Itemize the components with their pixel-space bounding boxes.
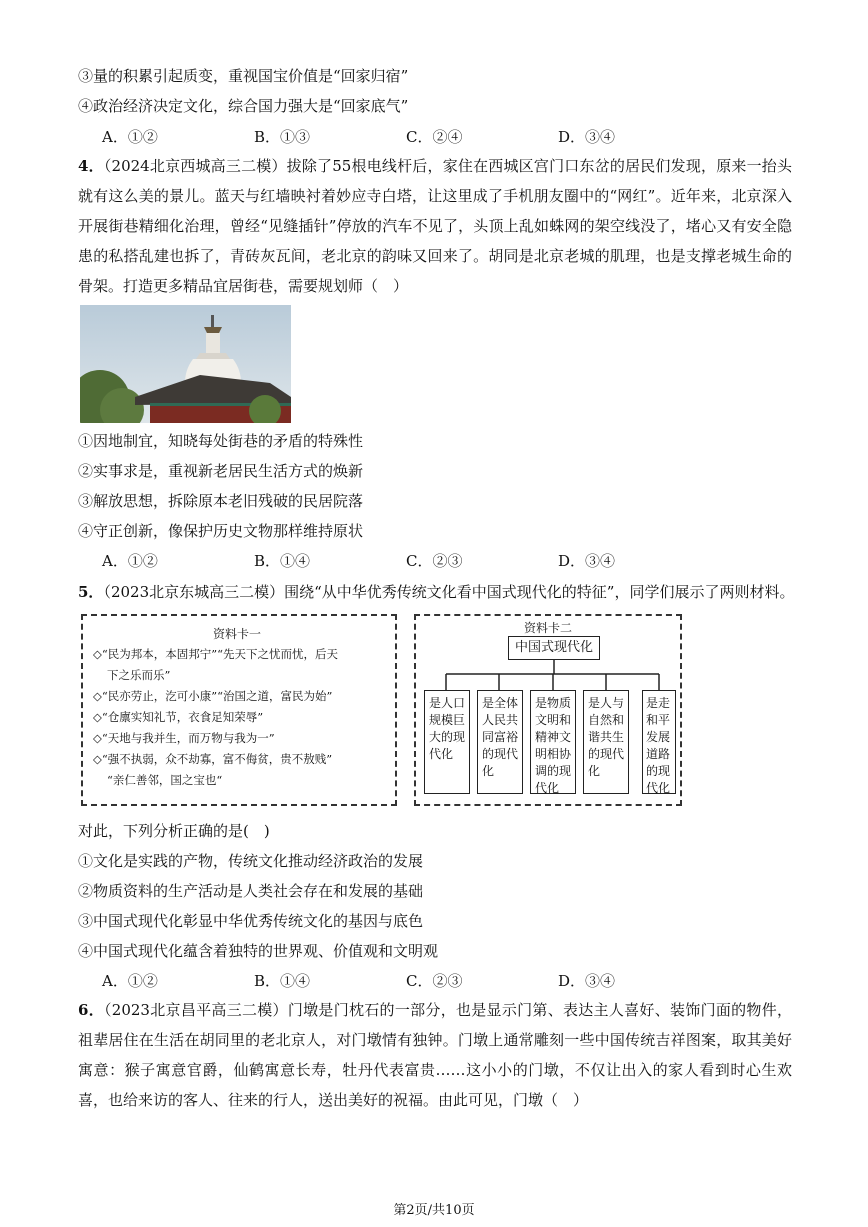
diagram-branch-box bbox=[530, 690, 576, 794]
option-a: A．①② bbox=[102, 972, 158, 990]
question-text: （2023北京昌平高三二模）门墩是门枕石的一部分，也是显示门第、表达主人喜好、装饰门面的物件，祖辈居住在生活在胡同里的老北京人，对门墩情有独钟。门墩上通常雕刻一些中国传统吉祥图案，取其美好寓意：猴子寓意官爵，仙鹤寓意长寿，牡丹代表富贵……这小小的门墩，不仅让出入的家人看到时心生欢喜，也给来访的客人、往来的行人，送出美好的祝福。由此可见，门墩（ ） bbox=[78, 1001, 792, 1109]
option-b: B．①③ bbox=[254, 128, 311, 146]
diagram-branch-box bbox=[642, 690, 676, 794]
question-text: （2024北京西城高三二模）拔除了55根电线杆后，家住在西城区宫门口东岔的居民们发现，原来一抬头就有这么美的景儿。蓝天与红墙映衬着妙应寺白塔，让这里成了手机朋友圈中的“网红”。近年来，北京深入开展街巷精细化治理，曾经“见缝插针”停放的汽车不见了，头顶上乱如蛛网的架空线没了，堵心又有安全隐患的私搭乱建也拆了，青砖灰瓦间，老北京的韵味又回来了。胡同是北京老城的肌理，也是支撑老城生命的骨架。打造更多精品宜居街巷，需要规划师（ ） bbox=[78, 157, 792, 295]
card-title: 资料卡一 bbox=[213, 627, 262, 641]
option-a: A．①② bbox=[102, 128, 158, 146]
branch-text: 是人口规模巨大的现代化 bbox=[429, 696, 466, 761]
option-c: C．②④ bbox=[406, 128, 463, 146]
q5-options bbox=[102, 971, 710, 991]
question-number: 6． bbox=[78, 1001, 105, 1019]
list-item: 下之乐而乐” bbox=[107, 668, 171, 682]
branch-text: 是走和平发展道路的现代化 bbox=[646, 696, 671, 795]
q4-statement-1: ①因地制宜，知晓每处街巷的矛盾的特殊性 bbox=[78, 432, 364, 450]
statement-3: ③量的积累引起质变，重视国宝价值是“回家归宿” bbox=[78, 67, 409, 85]
option-d: D．③④ bbox=[558, 128, 616, 146]
q5-statement-3: ③中国式现代化彰显中华优秀传统文化的基因与底色 bbox=[78, 912, 424, 930]
list-item: ◇“仓廪实知礼节，衣食足知荣辱” bbox=[93, 710, 264, 724]
q4-statement-4: ④守正创新，像保护历史文物那样维持原状 bbox=[78, 522, 364, 540]
q5-statement-4: ④中国式现代化蕴含着独特的世界观、价值观和文明观 bbox=[78, 942, 439, 960]
statement-4: ④政治经济决定文化，综合国力强大是“回家底气” bbox=[78, 97, 409, 115]
option-c: C．②③ bbox=[406, 972, 463, 990]
option-a: A．①② bbox=[102, 552, 158, 570]
branch-text: 是人与自然和谐共生的现代化 bbox=[588, 696, 625, 778]
list-item: ◇“强不执弱，众不劫寡，富不侮贫，贵不敖贱” bbox=[93, 752, 333, 766]
question-number: 5． bbox=[78, 583, 104, 601]
option-b: B．①④ bbox=[254, 552, 311, 570]
q5-statement-1: ①文化是实践的产物，传统文化推动经济政治的发展 bbox=[78, 852, 424, 870]
card-1-list bbox=[93, 644, 338, 791]
diagram-root-box: 中国式现代化 bbox=[508, 636, 600, 660]
q5-prompt: 对此，下列分析正确的是( ) bbox=[78, 822, 270, 840]
option-d: D．③④ bbox=[558, 972, 616, 990]
q4-options bbox=[102, 551, 710, 571]
diagram-branch-box bbox=[583, 690, 629, 794]
question-5 bbox=[78, 582, 794, 602]
branch-text: 是全体人民共同富裕的现代化 bbox=[482, 696, 519, 778]
branch-text: 是物质文明和精神文明相协调的现代化 bbox=[535, 696, 572, 795]
list-item: ◇“民为邦本，本固邦宁”“先天下之忧而忧，后天 bbox=[93, 647, 338, 661]
diagram-branch-box bbox=[424, 690, 470, 794]
q5-statement-2: ②物质资料的生产活动是人类社会存在和发展的基础 bbox=[78, 882, 424, 900]
option-d: D．③④ bbox=[558, 552, 616, 570]
material-card-1 bbox=[81, 614, 397, 806]
card-title: 资料卡二 bbox=[524, 621, 573, 635]
question-text: （2023北京东城高三二模）围绕“从中华优秀传统文化看中国式现代化的特征”，同学们展示了两则材料。 bbox=[103, 583, 795, 601]
white-pagoda-photo bbox=[80, 305, 291, 423]
question-number: 4． bbox=[78, 157, 104, 175]
option-c: C．②③ bbox=[406, 552, 463, 570]
list-item: ◇“民亦劳止，汔可小康”“治国之道，富民为始” bbox=[93, 689, 333, 703]
question-6 bbox=[78, 995, 792, 1115]
q4-statement-3: ③解放思想，拆除原本老旧残破的民居院落 bbox=[78, 492, 364, 510]
list-item: “亲仁善邻，国之宝也“ bbox=[107, 773, 223, 787]
q3-options bbox=[102, 127, 710, 147]
list-item: ◇“天地与我并生，而万物与我为一” bbox=[93, 731, 275, 745]
option-b: B．①④ bbox=[254, 972, 311, 990]
question-4 bbox=[78, 151, 792, 301]
page-number: 第2页/共10页 bbox=[393, 1203, 475, 1218]
material-card-2 bbox=[414, 614, 682, 806]
diagram-branch-box bbox=[477, 690, 523, 794]
q4-statement-2: ②实事求是，重视新老居民生活方式的焕新 bbox=[78, 462, 364, 480]
